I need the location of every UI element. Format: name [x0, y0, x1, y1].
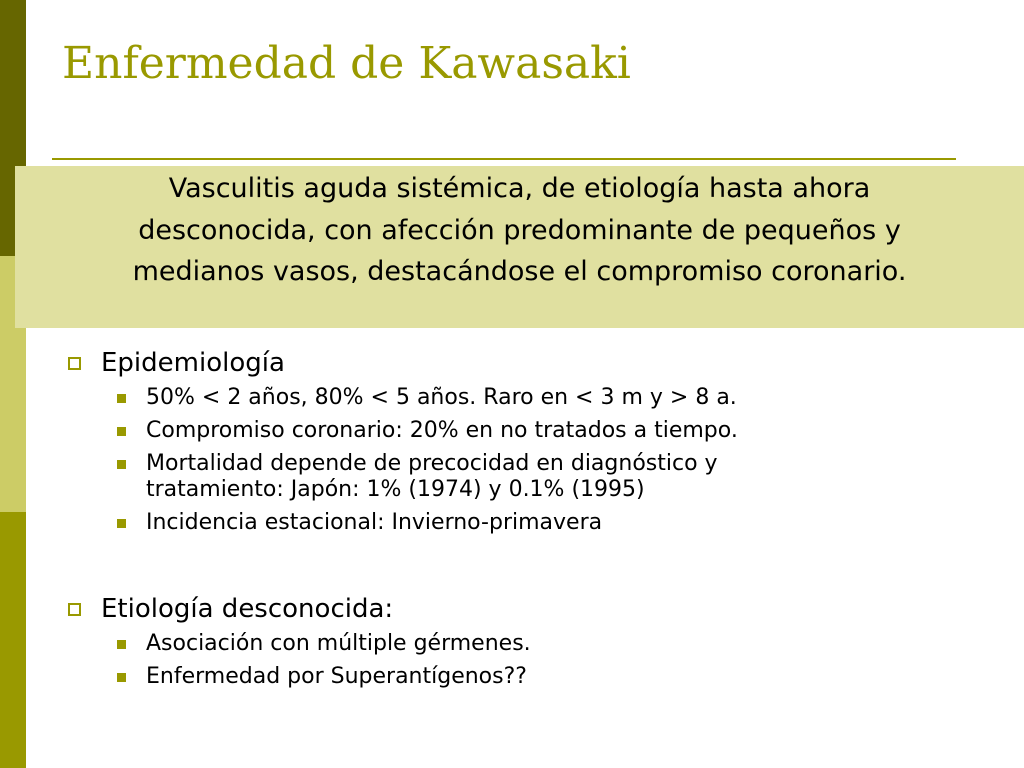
filled-square-bullet-icon	[117, 519, 126, 528]
sidebar-band-bottom	[0, 512, 26, 768]
hollow-square-bullet-icon	[68, 357, 81, 370]
sub-bullet-text: Asociación con múltiple gérmenes.	[146, 631, 531, 656]
definition-line: Vasculitis aguda sistémica, de etiología hasta ahora	[168, 173, 871, 204]
sub-bullet-text: Enfermedad por Superantígenos??	[146, 664, 527, 689]
sub-bullet-item	[113, 664, 531, 690]
sub-bullet-item	[113, 510, 738, 536]
title-underline	[52, 158, 956, 160]
sub-bullet-text: Compromiso coronario: 20% en no tratados a tiempo.	[146, 418, 738, 443]
sub-bullet-text: tratamiento: Japón: 1% (1974) y 0.1% (1995)	[146, 477, 645, 502]
filled-square-bullet-icon	[117, 394, 126, 403]
filled-square-bullet-icon	[117, 673, 126, 682]
sub-bullet-text: Mortalidad depende de precocidad en diagnóstico y	[146, 451, 718, 476]
section-heading-text: Epidemiología	[101, 348, 285, 378]
sub-bullet-text: 50% < 2 años, 80% < 5 años. Raro en < 3 m y > 8 a.	[146, 385, 737, 410]
definition-line: desconocida, con afección predominante de pequeños y	[138, 214, 901, 246]
section-heading-text: Etiología desconocida:	[101, 594, 394, 624]
filled-square-bullet-icon	[117, 460, 126, 469]
hollow-square-bullet-icon	[68, 603, 81, 616]
sub-bullet-list	[68, 631, 531, 690]
section-item	[68, 345, 738, 536]
sub-bullet-item	[113, 631, 531, 657]
slide-title: Enfermedad de Kawasaki	[62, 38, 631, 89]
section-etiologia	[68, 591, 531, 697]
section-heading	[68, 345, 738, 381]
sub-bullet-item	[113, 385, 738, 411]
filled-square-bullet-icon	[117, 427, 126, 436]
sub-bullet-item	[113, 418, 738, 444]
definition-box	[15, 166, 1024, 328]
definition-line: medianos vasos, destacándose el compromiso coronario.	[132, 256, 907, 287]
sub-bullet-text: Incidencia estacional: Invierno-primavera	[146, 510, 603, 535]
section-heading	[68, 591, 531, 627]
filled-square-bullet-icon	[117, 640, 126, 649]
sub-bullet-list	[68, 385, 738, 536]
sub-bullet-item	[113, 451, 738, 503]
section-epidemiologia	[68, 345, 738, 543]
section-item	[68, 591, 531, 690]
